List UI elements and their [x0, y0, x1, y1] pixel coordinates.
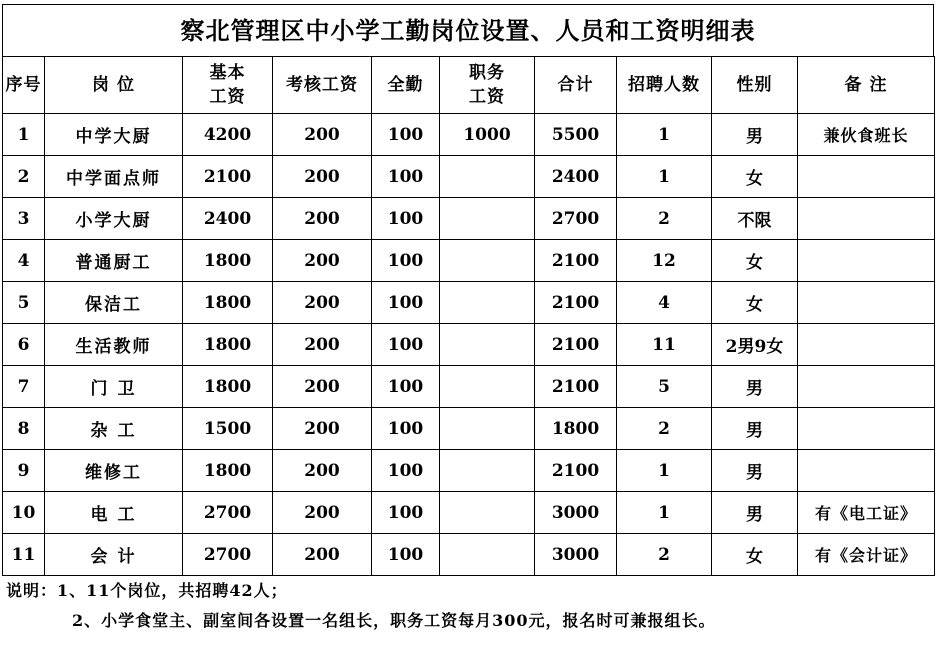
cell-no: 10	[3, 492, 45, 534]
cell-remark	[798, 156, 935, 198]
header-base-salary	[183, 57, 273, 114]
header-remark: 备 注	[798, 57, 935, 114]
cell-gender: 男	[712, 450, 798, 492]
cell-base-salary: 1800	[183, 240, 273, 282]
cell-post: 会 计	[45, 534, 183, 576]
cell-assess: 200	[273, 366, 372, 408]
table-row	[3, 114, 935, 156]
cell-gender: 男	[712, 114, 798, 156]
table-row	[3, 450, 935, 492]
header-no: 序号	[3, 57, 45, 114]
cell-remark: 有《电工证》	[798, 492, 935, 534]
cell-recruit: 4	[617, 282, 712, 324]
cell-assess: 200	[273, 450, 372, 492]
cell-base-salary: 2400	[183, 198, 273, 240]
cell-recruit: 2	[617, 534, 712, 576]
cell-recruit: 1	[617, 492, 712, 534]
cell-duty-salary	[440, 408, 535, 450]
cell-attend: 100	[372, 534, 440, 576]
cell-base-salary: 4200	[183, 114, 273, 156]
cell-total: 2400	[535, 156, 617, 198]
cell-attend: 100	[372, 114, 440, 156]
cell-duty-salary: 1000	[440, 114, 535, 156]
cell-remark	[798, 366, 935, 408]
cell-remark	[798, 282, 935, 324]
cell-attend: 100	[372, 198, 440, 240]
cell-remark	[798, 450, 935, 492]
cell-attend: 100	[372, 324, 440, 366]
cell-recruit: 1	[617, 450, 712, 492]
table-row	[3, 534, 935, 576]
header-duty-line1: 职务	[469, 63, 505, 83]
cell-gender: 2男9女	[712, 324, 798, 366]
cell-recruit: 12	[617, 240, 712, 282]
cell-gender: 不限	[712, 198, 798, 240]
cell-post: 维修工	[45, 450, 183, 492]
cell-duty-salary	[440, 450, 535, 492]
cell-duty-salary	[440, 156, 535, 198]
table-row	[3, 282, 935, 324]
cell-no: 6	[3, 324, 45, 366]
cell-assess: 200	[273, 198, 372, 240]
cell-recruit: 2	[617, 198, 712, 240]
cell-assess: 200	[273, 324, 372, 366]
table-row	[3, 366, 935, 408]
cell-duty-salary	[440, 534, 535, 576]
cell-remark	[798, 324, 935, 366]
header-assess: 考核工资	[273, 57, 372, 114]
page-title: 察北管理区中小学工勤岗位设置、人员和工资明细表	[2, 4, 934, 56]
note-line-2: 2、小学食堂主、副室间各设置一名组长，职务工资每月300元，报名时可兼报组长。	[72, 611, 716, 630]
table-row	[3, 408, 935, 450]
cell-post: 小学大厨	[45, 198, 183, 240]
cell-total: 2100	[535, 324, 617, 366]
header-gender: 性别	[712, 57, 798, 114]
cell-total: 5500	[535, 114, 617, 156]
cell-gender: 男	[712, 366, 798, 408]
cell-total: 2100	[535, 282, 617, 324]
cell-assess: 200	[273, 114, 372, 156]
cell-recruit: 11	[617, 324, 712, 366]
cell-post: 普通厨工	[45, 240, 183, 282]
cell-post: 中学面点师	[45, 156, 183, 198]
cell-base-salary: 2100	[183, 156, 273, 198]
cell-recruit: 2	[617, 408, 712, 450]
table-row	[3, 492, 935, 534]
cell-total: 1800	[535, 408, 617, 450]
cell-duty-salary	[440, 240, 535, 282]
cell-attend: 100	[372, 156, 440, 198]
header-post: 岗 位	[45, 57, 183, 114]
cell-assess: 200	[273, 492, 372, 534]
cell-gender: 男	[712, 408, 798, 450]
header-total: 合计	[535, 57, 617, 114]
cell-attend: 100	[372, 282, 440, 324]
cell-assess: 200	[273, 282, 372, 324]
table-row	[3, 198, 935, 240]
header-duty-salary	[440, 57, 535, 114]
note-line-1: 说明：1、11个岗位，共招聘42人；	[6, 581, 288, 600]
cell-base-salary: 1800	[183, 282, 273, 324]
cell-no: 5	[3, 282, 45, 324]
header-duty-line2: 工资	[469, 87, 505, 107]
cell-assess: 200	[273, 240, 372, 282]
cell-duty-salary	[440, 198, 535, 240]
cell-recruit: 1	[617, 156, 712, 198]
cell-attend: 100	[372, 408, 440, 450]
cell-post: 保洁工	[45, 282, 183, 324]
cell-remark	[798, 408, 935, 450]
cell-gender: 女	[712, 534, 798, 576]
spreadsheet	[2, 4, 934, 636]
cell-remark: 兼伙食班长	[798, 114, 935, 156]
cell-duty-salary	[440, 366, 535, 408]
cell-remark: 有《会计证》	[798, 534, 935, 576]
table-body	[3, 114, 935, 576]
cell-no: 7	[3, 366, 45, 408]
cell-remark	[798, 240, 935, 282]
cell-total: 2100	[535, 240, 617, 282]
cell-base-salary: 1800	[183, 450, 273, 492]
cell-attend: 100	[372, 366, 440, 408]
cell-base-salary: 1500	[183, 408, 273, 450]
cell-no: 9	[3, 450, 45, 492]
header-base-line2: 工资	[209, 87, 246, 107]
cell-no: 8	[3, 408, 45, 450]
cell-assess: 200	[273, 408, 372, 450]
cell-base-salary: 2700	[183, 534, 273, 576]
header-base-line1: 基本	[209, 63, 246, 83]
cell-total: 2100	[535, 450, 617, 492]
cell-assess: 200	[273, 156, 372, 198]
table-row	[3, 240, 935, 282]
header-recruit: 招聘人数	[617, 57, 712, 114]
cell-attend: 100	[372, 240, 440, 282]
table-row	[3, 156, 935, 198]
cell-recruit: 1	[617, 114, 712, 156]
cell-total: 2100	[535, 366, 617, 408]
cell-no: 1	[3, 114, 45, 156]
cell-assess: 200	[273, 534, 372, 576]
cell-no: 3	[3, 198, 45, 240]
salary-table	[2, 56, 935, 576]
notes	[2, 576, 934, 636]
cell-duty-salary	[440, 492, 535, 534]
cell-post: 电 工	[45, 492, 183, 534]
cell-no: 11	[3, 534, 45, 576]
cell-base-salary: 1800	[183, 324, 273, 366]
cell-duty-salary	[440, 282, 535, 324]
cell-post: 杂 工	[45, 408, 183, 450]
cell-total: 2700	[535, 198, 617, 240]
header-row	[3, 57, 935, 114]
cell-duty-salary	[440, 324, 535, 366]
cell-gender: 女	[712, 240, 798, 282]
header-attend: 全勤	[372, 57, 440, 114]
cell-attend: 100	[372, 450, 440, 492]
cell-post: 中学大厨	[45, 114, 183, 156]
cell-total: 3000	[535, 534, 617, 576]
cell-no: 2	[3, 156, 45, 198]
cell-gender: 女	[712, 156, 798, 198]
cell-gender: 男	[712, 492, 798, 534]
table-row	[3, 324, 935, 366]
cell-base-salary: 2700	[183, 492, 273, 534]
cell-post: 生活教师	[45, 324, 183, 366]
cell-remark	[798, 198, 935, 240]
cell-recruit: 5	[617, 366, 712, 408]
cell-no: 4	[3, 240, 45, 282]
cell-gender: 女	[712, 282, 798, 324]
cell-base-salary: 1800	[183, 366, 273, 408]
cell-post: 门 卫	[45, 366, 183, 408]
cell-attend: 100	[372, 492, 440, 534]
cell-total: 3000	[535, 492, 617, 534]
